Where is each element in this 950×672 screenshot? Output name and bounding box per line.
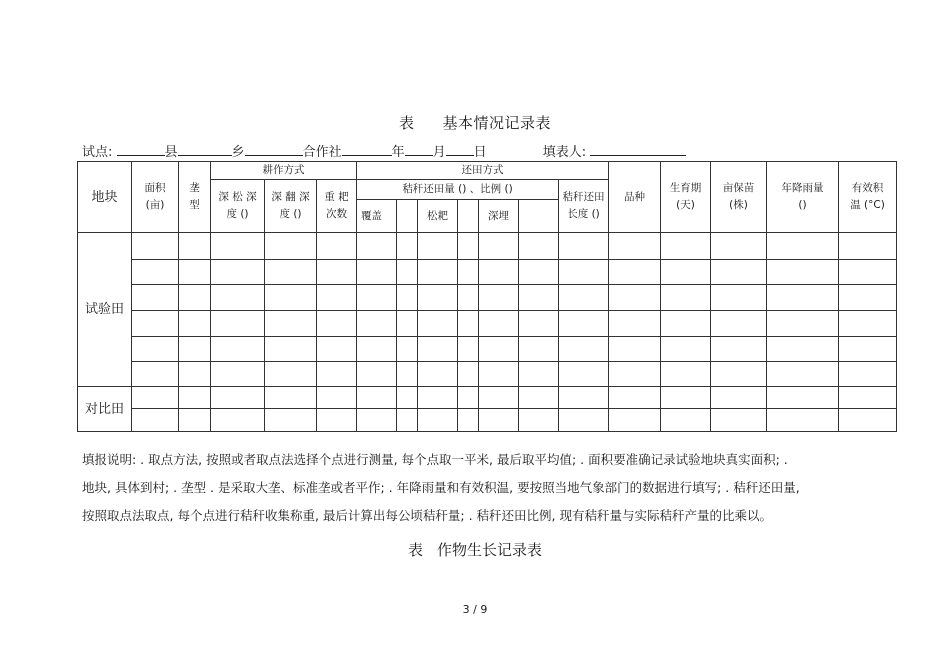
- table-cell[interactable]: [211, 285, 265, 311]
- table-cell[interactable]: [357, 337, 397, 362]
- table-cell[interactable]: [265, 362, 317, 387]
- table-cell[interactable]: [559, 337, 609, 362]
- header-temp: 有效积 温 (°C): [839, 162, 897, 233]
- header-loose-sub: [458, 200, 479, 233]
- table-cell[interactable]: [479, 311, 519, 337]
- table-row: [78, 337, 897, 362]
- table-cell[interactable]: [839, 362, 897, 387]
- table-cell[interactable]: [132, 285, 179, 311]
- header-deepbury: 深埋: [479, 200, 519, 233]
- table-cell[interactable]: [839, 233, 897, 260]
- table2-title: [0, 539, 950, 560]
- table-cell[interactable]: [317, 285, 357, 311]
- table-cell[interactable]: [211, 260, 265, 285]
- table-cell[interactable]: [317, 337, 357, 362]
- header-variety: 品种: [609, 162, 661, 233]
- table-cell[interactable]: [519, 260, 559, 285]
- table-cell[interactable]: [458, 387, 479, 409]
- table-cell[interactable]: [397, 362, 418, 387]
- table-cell[interactable]: [711, 362, 767, 387]
- header-seedling: 亩保苗 (株): [711, 162, 767, 233]
- page-number: 3 / 9: [462, 603, 488, 616]
- table-cell[interactable]: [357, 387, 397, 409]
- table-cell[interactable]: [397, 337, 418, 362]
- table-cell[interactable]: [519, 285, 559, 311]
- table1-title: [0, 112, 950, 133]
- header-area: 面积 (亩): [132, 162, 179, 233]
- header-harrow: 重 耙 次数: [317, 180, 357, 233]
- table-cell[interactable]: [458, 260, 479, 285]
- table-cell[interactable]: [179, 285, 211, 311]
- table-cell[interactable]: [357, 233, 397, 260]
- table-cell[interactable]: [317, 409, 357, 432]
- table-cell[interactable]: [839, 311, 897, 337]
- table-cell[interactable]: [211, 409, 265, 432]
- fill-instructions: [82, 446, 882, 530]
- table-cell[interactable]: [661, 409, 711, 432]
- header-straw-amount: 秸秆还田量 () 、比例 (): [357, 180, 559, 200]
- table-cell[interactable]: [609, 362, 661, 387]
- header-ridge-type: 垄 型: [179, 162, 211, 233]
- table-cell[interactable]: [609, 387, 661, 409]
- table-cell[interactable]: [519, 337, 559, 362]
- table-cell[interactable]: [211, 362, 265, 387]
- table-cell[interactable]: [609, 260, 661, 285]
- table-cell[interactable]: [767, 362, 839, 387]
- table-cell[interactable]: [711, 387, 767, 409]
- table-cell[interactable]: [418, 311, 458, 337]
- table-cell[interactable]: [661, 362, 711, 387]
- table-cell[interactable]: [479, 260, 519, 285]
- table-cell[interactable]: [317, 260, 357, 285]
- table-row: [78, 285, 897, 311]
- table-cell[interactable]: [132, 233, 179, 260]
- table-cell[interactable]: [357, 362, 397, 387]
- table-cell[interactable]: [559, 260, 609, 285]
- table-cell[interactable]: [211, 337, 265, 362]
- coop-blank[interactable]: [245, 143, 303, 156]
- table-cell[interactable]: [317, 233, 357, 260]
- table-cell[interactable]: [711, 233, 767, 260]
- table-cell[interactable]: [711, 409, 767, 432]
- table-cell[interactable]: [265, 285, 317, 311]
- table-cell[interactable]: [179, 260, 211, 285]
- table-cell[interactable]: [458, 409, 479, 432]
- township-label: 乡: [231, 145, 245, 160]
- table-cell[interactable]: [357, 311, 397, 337]
- table-cell[interactable]: [519, 409, 559, 432]
- table-cell[interactable]: [265, 337, 317, 362]
- table-cell[interactable]: [458, 233, 479, 260]
- table-cell[interactable]: [767, 233, 839, 260]
- table-cell[interactable]: [211, 311, 265, 337]
- table-cell[interactable]: [179, 337, 211, 362]
- year-blank[interactable]: [342, 143, 392, 156]
- table-cell[interactable]: [132, 387, 179, 409]
- header-straw-length: 秸秆还田 长度 (): [559, 180, 609, 233]
- table-cell[interactable]: [767, 387, 839, 409]
- table-cell[interactable]: [179, 387, 211, 409]
- coop-label: 合作社: [302, 145, 342, 160]
- table-row: [78, 362, 897, 387]
- table-cell[interactable]: [767, 260, 839, 285]
- table-cell[interactable]: [661, 233, 711, 260]
- month-blank[interactable]: [405, 143, 433, 156]
- table-cell[interactable]: [559, 285, 609, 311]
- table-row: [78, 233, 897, 260]
- table-cell[interactable]: [132, 362, 179, 387]
- table-cell[interactable]: [179, 233, 211, 260]
- table-cell[interactable]: [767, 285, 839, 311]
- table-cell[interactable]: [458, 311, 479, 337]
- table-cell[interactable]: [317, 387, 357, 409]
- table-cell[interactable]: [418, 387, 458, 409]
- table-cell[interactable]: [317, 362, 357, 387]
- table-cell[interactable]: [609, 337, 661, 362]
- info-line: [82, 141, 686, 160]
- table1-prefix: 表: [398, 114, 415, 132]
- table-row: [78, 311, 897, 337]
- day-blank[interactable]: [446, 143, 474, 156]
- table-cell[interactable]: [132, 311, 179, 337]
- township-blank[interactable]: [178, 143, 232, 156]
- header-growth: 生育期 (天): [661, 162, 711, 233]
- header-subsoil: 深 松 深 度 (): [211, 180, 265, 233]
- table-cell[interactable]: [479, 337, 519, 362]
- table-cell[interactable]: [458, 362, 479, 387]
- site-label: 试点:: [82, 145, 113, 160]
- table-cell[interactable]: [397, 233, 418, 260]
- table-cell[interactable]: [519, 311, 559, 337]
- table-cell[interactable]: [609, 233, 661, 260]
- table-cell[interactable]: [265, 311, 317, 337]
- header-cover: 覆盖: [357, 200, 397, 233]
- table-cell[interactable]: [179, 362, 211, 387]
- table-cell[interactable]: [357, 285, 397, 311]
- table-cell[interactable]: [711, 285, 767, 311]
- header-return: 还田方式: [357, 162, 609, 180]
- notes-line-3: 按照取点法取点, 每个点进行秸秆收集称重, 最后计算出每公顷秸秆量; . 秸秆还田比例, 现有秸秆量与实际秸秆产量的比乘以。: [82, 508, 772, 523]
- table-cell[interactable]: [418, 409, 458, 432]
- table-cell[interactable]: [132, 337, 179, 362]
- table-cell[interactable]: [479, 233, 519, 260]
- table-cell[interactable]: [661, 311, 711, 337]
- table-cell[interactable]: [211, 233, 265, 260]
- table-cell[interactable]: [458, 337, 479, 362]
- header-loose: 松耙: [418, 200, 458, 233]
- table-cell[interactable]: [519, 387, 559, 409]
- month-label: 月: [432, 145, 446, 160]
- header-deepplow: 深 翻 深 度 (): [265, 180, 317, 233]
- table-cell[interactable]: [479, 387, 519, 409]
- header-deepbury-sub: [519, 200, 559, 233]
- row-label-test-field: 试验田: [78, 233, 132, 387]
- table-cell[interactable]: [519, 233, 559, 260]
- table-cell[interactable]: [397, 285, 418, 311]
- table-cell[interactable]: [132, 260, 179, 285]
- table-cell[interactable]: [418, 337, 458, 362]
- table-cell[interactable]: [661, 285, 711, 311]
- table-cell[interactable]: [661, 337, 711, 362]
- table-cell[interactable]: [839, 260, 897, 285]
- filler-blank[interactable]: [590, 143, 686, 156]
- table-cell[interactable]: [479, 362, 519, 387]
- table-cell[interactable]: [132, 409, 179, 432]
- table2-prefix: 表: [407, 541, 423, 559]
- table-cell[interactable]: [265, 260, 317, 285]
- table-cell[interactable]: [839, 387, 897, 409]
- table-cell[interactable]: [519, 362, 559, 387]
- table-cell[interactable]: [397, 311, 418, 337]
- table-cell[interactable]: [479, 285, 519, 311]
- table-cell[interactable]: [839, 409, 897, 432]
- table-cell[interactable]: [357, 409, 397, 432]
- table-cell[interactable]: [767, 409, 839, 432]
- county-blank[interactable]: [117, 143, 165, 156]
- table-cell[interactable]: [265, 409, 317, 432]
- row-label-control-field: 对比田: [78, 387, 132, 432]
- table-cell[interactable]: [609, 311, 661, 337]
- table-cell[interactable]: [661, 387, 711, 409]
- table1-name: 基本情况记录表: [442, 114, 552, 132]
- table-cell[interactable]: [418, 362, 458, 387]
- filler-label: 填表人:: [542, 145, 587, 160]
- table-row: [78, 409, 897, 432]
- table-cell[interactable]: [661, 260, 711, 285]
- table-body: [78, 233, 897, 432]
- table-cell[interactable]: [711, 311, 767, 337]
- table-cell[interactable]: [559, 387, 609, 409]
- table-cell[interactable]: [211, 387, 265, 409]
- header-plot: 地块: [78, 162, 132, 233]
- table-cell[interactable]: [559, 233, 609, 260]
- year-label: 年: [391, 145, 405, 160]
- table-cell[interactable]: [397, 260, 418, 285]
- basic-info-table: [77, 161, 897, 432]
- table-cell[interactable]: [767, 337, 839, 362]
- table-cell[interactable]: [839, 285, 897, 311]
- table-cell[interactable]: [397, 409, 418, 432]
- table-row: [78, 260, 897, 285]
- table-cell[interactable]: [767, 311, 839, 337]
- table-cell[interactable]: [265, 387, 317, 409]
- table-row: [78, 387, 897, 409]
- table-cell[interactable]: [559, 362, 609, 387]
- notes-line-1: 填报说明: . 取点方法, 按照或者取点法选择个点进行测量, 每个点取一平米, 最后取平均值; . 面积要准确记录试验地块真实面积; .: [82, 452, 788, 467]
- table-cell[interactable]: [711, 260, 767, 285]
- notes-line-2: 地块, 具体到村; . 垄型 . 是采取大垄、标准垄或者平作; . 年降雨量和有效积温, 要按照当地气象部门的数据进行填写; . 秸秆还田量,: [82, 480, 800, 495]
- table-cell[interactable]: [179, 311, 211, 337]
- table-cell[interactable]: [179, 409, 211, 432]
- header-rain: 年降雨量 (): [767, 162, 839, 233]
- header-cover-sub: [397, 200, 418, 233]
- table-cell[interactable]: [265, 233, 317, 260]
- table-cell[interactable]: [609, 409, 661, 432]
- table-cell[interactable]: [418, 285, 458, 311]
- table2-name: 作物生长记录表: [437, 541, 543, 559]
- table-cell[interactable]: [609, 285, 661, 311]
- table-cell[interactable]: [418, 260, 458, 285]
- header-tillage: 耕作方式: [211, 162, 357, 180]
- table-cell[interactable]: [711, 337, 767, 362]
- table-cell[interactable]: [317, 311, 357, 337]
- table-cell[interactable]: [418, 233, 458, 260]
- day-label: 日: [473, 145, 487, 160]
- table-cell[interactable]: [559, 409, 609, 432]
- table-cell[interactable]: [479, 409, 519, 432]
- table-cell[interactable]: [559, 311, 609, 337]
- table-cell[interactable]: [397, 387, 418, 409]
- table-cell[interactable]: [839, 337, 897, 362]
- table-cell[interactable]: [458, 285, 479, 311]
- table-cell[interactable]: [357, 260, 397, 285]
- county-label: 县: [164, 145, 178, 160]
